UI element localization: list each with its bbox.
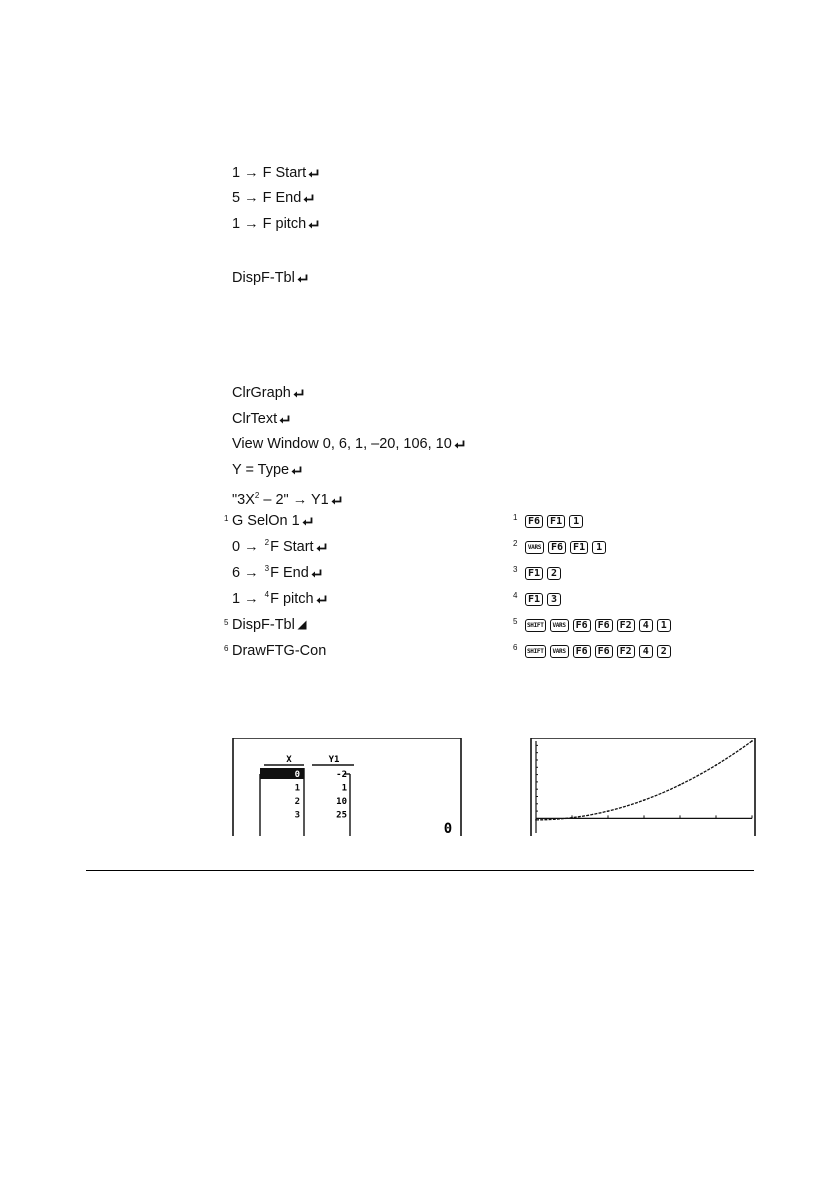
enter-icon [293,389,304,398]
code-text: ClrText [232,411,278,427]
key-sequence-4 [525,591,561,607]
display-triangle-icon [297,620,307,630]
table-cell-x: 1 [294,783,300,794]
enter-icon [311,569,322,578]
column-header-y1: Y1 [328,755,340,765]
key-sequence-6 [525,643,671,659]
graph-plot [535,740,753,833]
footnote-mark: 5 [224,618,229,627]
code-text: 6 → [232,565,263,581]
graph-screen [530,738,756,836]
code-line-fend [232,189,314,207]
key-shift: SHIFT [525,619,546,632]
table-cell-y1: 10 [336,797,347,807]
code-line-gselon [232,512,313,530]
table-cell-x: 2 [294,797,300,807]
code-text: "3X [232,492,255,508]
enter-icon [308,220,319,229]
keyseq-mark: 2 [513,539,518,548]
code-line-ytype [232,461,302,479]
code-text: DispF-Tbl [232,270,295,286]
key-1: 1 [569,515,583,528]
code-text: – 2" → Y1 [259,492,329,508]
code-line-fstart2 [232,538,327,558]
key-f1: F1 [525,593,543,606]
data-point [679,784,681,786]
key-f1: F1 [570,541,588,554]
key-2: 2 [547,567,561,580]
enter-icon [291,466,302,475]
function-curve [536,741,752,820]
code-line-function [232,487,342,509]
code-text: DrawFTG-Con [232,643,327,659]
code-line-fpitch2 [232,590,327,610]
code-line-fstart [232,164,319,182]
code-text: 1 → F pitch [232,216,307,232]
table-cell-y1: -2 [336,770,347,780]
table-cell-x: 0 [294,770,300,780]
status-indicator: 0 [443,821,453,836]
footnote-mark: 2 [264,538,270,547]
code-line-clrgraph [232,384,304,402]
key-4: 4 [639,619,653,632]
key-f6: F6 [548,541,566,554]
column-header-x: X [286,755,292,765]
table-cell-y1: 1 [341,783,347,794]
key-3: 3 [547,593,561,606]
key-sequence-1 [525,513,583,529]
key-f1: F1 [525,567,543,580]
key-sequence-3 [525,565,561,581]
code-text: 1 → F Start [232,165,307,181]
key-f6: F6 [595,645,613,658]
table-cell-x: 3 [294,810,300,821]
table-screen [232,738,462,836]
code-line-fpitch [232,215,319,233]
enter-icon [316,543,327,552]
key-f1: F1 [547,515,565,528]
code-line-viewwindow [232,435,465,453]
footnote-mark: 4 [264,590,270,599]
key-f2: F2 [617,619,635,632]
enter-icon [302,517,313,526]
keyseq-mark: 5 [513,617,518,626]
code-text: 5 → F End [232,190,302,206]
keyseq-mark: 4 [513,591,518,600]
footnote-mark: 3 [264,564,270,573]
code-text: View Window 0, 6, 1, –20, 106, 10 [232,436,452,452]
enter-icon [303,194,314,203]
keyseq-mark: 3 [513,565,518,574]
key-vars: VARS [550,645,569,658]
code-line-clrtext [232,410,290,428]
key-f6: F6 [525,515,543,528]
data-point [715,764,717,766]
key-sequence-5 [525,617,671,633]
enter-icon [331,496,342,505]
code-text: DispF-Tbl [232,617,295,633]
code-text: F pitch [270,591,314,607]
key-1: 1 [657,619,671,632]
code-text: ClrGraph [232,385,291,401]
data-point [607,810,609,812]
table-cell-y1: 25 [336,810,347,821]
code-line-dispftbl [232,269,308,287]
key-f6: F6 [573,619,591,632]
enter-icon [308,169,319,178]
key-f2: F2 [617,645,635,658]
code-line-dispftbl2 [232,616,307,634]
data-point [751,740,753,742]
key-f6: F6 [573,645,591,658]
key-shift: SHIFT [525,645,546,658]
enter-icon [279,415,290,424]
code-text: F End [270,565,309,581]
enter-icon [316,595,327,604]
keyseq-mark: 1 [513,513,518,522]
data-point [643,799,645,801]
key-vars: VARS [525,541,544,554]
code-line-fend2 [232,564,322,584]
data-point [535,819,537,821]
key-2: 2 [657,645,671,658]
exponent: 2 [254,491,260,500]
key-4: 4 [639,645,653,658]
code-text: Y = Type [232,462,290,478]
code-line-drawftg [232,642,326,660]
code-text: F Start [270,539,314,555]
key-vars: VARS [550,619,569,632]
enter-icon [454,440,465,449]
keyseq-mark: 6 [513,643,518,652]
footnote-mark: 1 [224,514,229,523]
key-f6: F6 [595,619,613,632]
code-text: 1 → [232,591,263,607]
code-text: G SelOn 1 [232,513,300,529]
section-divider [86,870,754,871]
key-1: 1 [592,541,606,554]
enter-icon [297,274,308,283]
footnote-mark: 6 [224,644,229,653]
data-point [571,817,573,819]
code-text: 0 → [232,539,263,555]
key-sequence-2 [525,539,606,555]
